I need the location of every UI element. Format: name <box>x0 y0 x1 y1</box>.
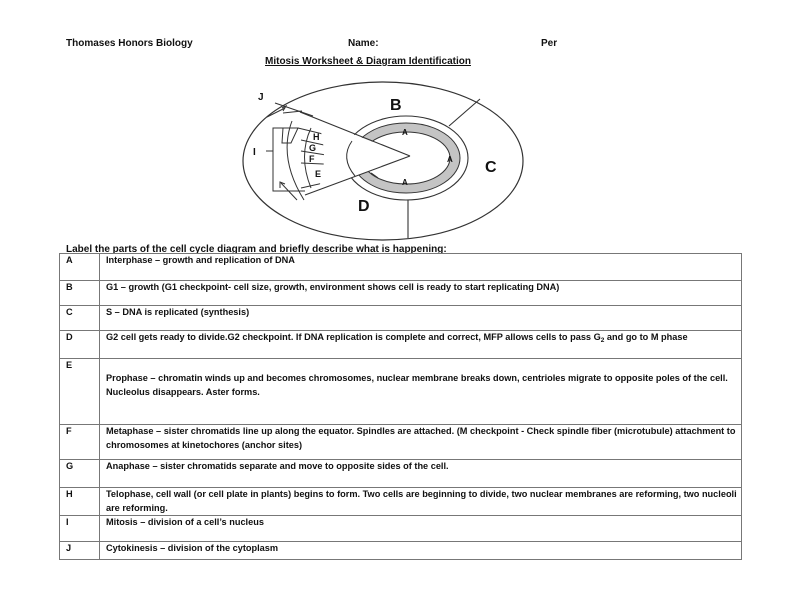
row-description[interactable]: Anaphase – sister chromatids separate and move to opposite sides of the cell. <box>100 460 742 488</box>
table-row <box>60 425 742 460</box>
instructions: Label the parts of the cell cycle diagram and briefly describe what is happening: <box>66 244 447 255</box>
name-label: Name: <box>348 38 379 49</box>
row-label: D <box>60 331 100 359</box>
table-row <box>60 254 742 281</box>
row-label: E <box>60 359 100 425</box>
row-description[interactable]: Cytokinesis – division of the cytoplasm <box>100 542 742 560</box>
row-description[interactable]: G1 – growth (G1 checkpoint- cell size, growth, environment shows cell is ready to start replicating DNA) <box>100 281 742 306</box>
diagram-label-h: H <box>313 132 320 142</box>
row-label: C <box>60 306 100 331</box>
table-row <box>60 359 742 425</box>
row-description[interactable]: Mitosis – division of a cell’s nucleus <box>100 516 742 542</box>
diagram-label-g: G <box>309 143 317 153</box>
table-row <box>60 306 742 331</box>
cell-cycle-diagram <box>0 0 800 250</box>
row-description[interactable]: Telophase, cell wall (or cell plate in plants) begins to form. Two cells are beginning to divide, two nuclear membranes are reforming, two nucleoli are reforming. <box>100 488 742 516</box>
diagram-label-d: D <box>358 198 370 215</box>
row-label: J <box>60 542 100 560</box>
diagram-label-e: E <box>315 169 322 179</box>
table-row <box>60 331 742 359</box>
table-row <box>60 516 742 542</box>
table-row <box>60 281 742 306</box>
row-label: F <box>60 425 100 460</box>
row-label: I <box>60 516 100 542</box>
diagram-label-j: J <box>258 92 264 103</box>
period-label: Per <box>541 38 558 49</box>
diagram-label-b: B <box>390 97 402 114</box>
diagram-label-a-right: A <box>447 155 453 164</box>
row-description[interactable]: G2 cell gets ready to divide.G2 checkpoint. If DNA replication is complete and correct, MFP allows cells to pass $G_2$ and go to M phase <box>100 331 742 359</box>
row-description[interactable]: S – DNA is replicated (synthesis) <box>100 306 742 331</box>
row-description[interactable]: Prophase – chromatin winds up and becomes chromosomes, nuclear membrane breaks down, centrioles migrate to opposite poles of the cell. Nucleolus disappears. Aster forms. <box>100 359 742 425</box>
row-label: A <box>60 254 100 281</box>
diagram-label-i: I <box>253 147 256 158</box>
row-label: B <box>60 281 100 306</box>
table-row <box>60 460 742 488</box>
course-name: Thomases Honors Biology <box>66 38 193 49</box>
row-description[interactable]: Interphase – growth and replication of DNA <box>100 254 742 281</box>
table-row <box>60 488 742 516</box>
row-label: G <box>60 460 100 488</box>
row-label: H <box>60 488 100 516</box>
answer-table <box>59 253 742 560</box>
row-description[interactable]: Metaphase – sister chromatids line up along the equator. Spindles are attached. (M checkpoint - Check spindle fiber (microtubule) attachment to chromosomes at kinetochores (anchor sites) <box>100 425 742 460</box>
diagram-label-a-bottom: A <box>402 178 408 187</box>
worksheet-title: Mitosis Worksheet & Diagram Identification <box>265 56 471 67</box>
diagram-label-c: C <box>485 159 497 176</box>
diagram-label-a-top: A <box>402 128 408 137</box>
diagram-label-f: F <box>309 154 315 164</box>
table-row <box>60 542 742 560</box>
